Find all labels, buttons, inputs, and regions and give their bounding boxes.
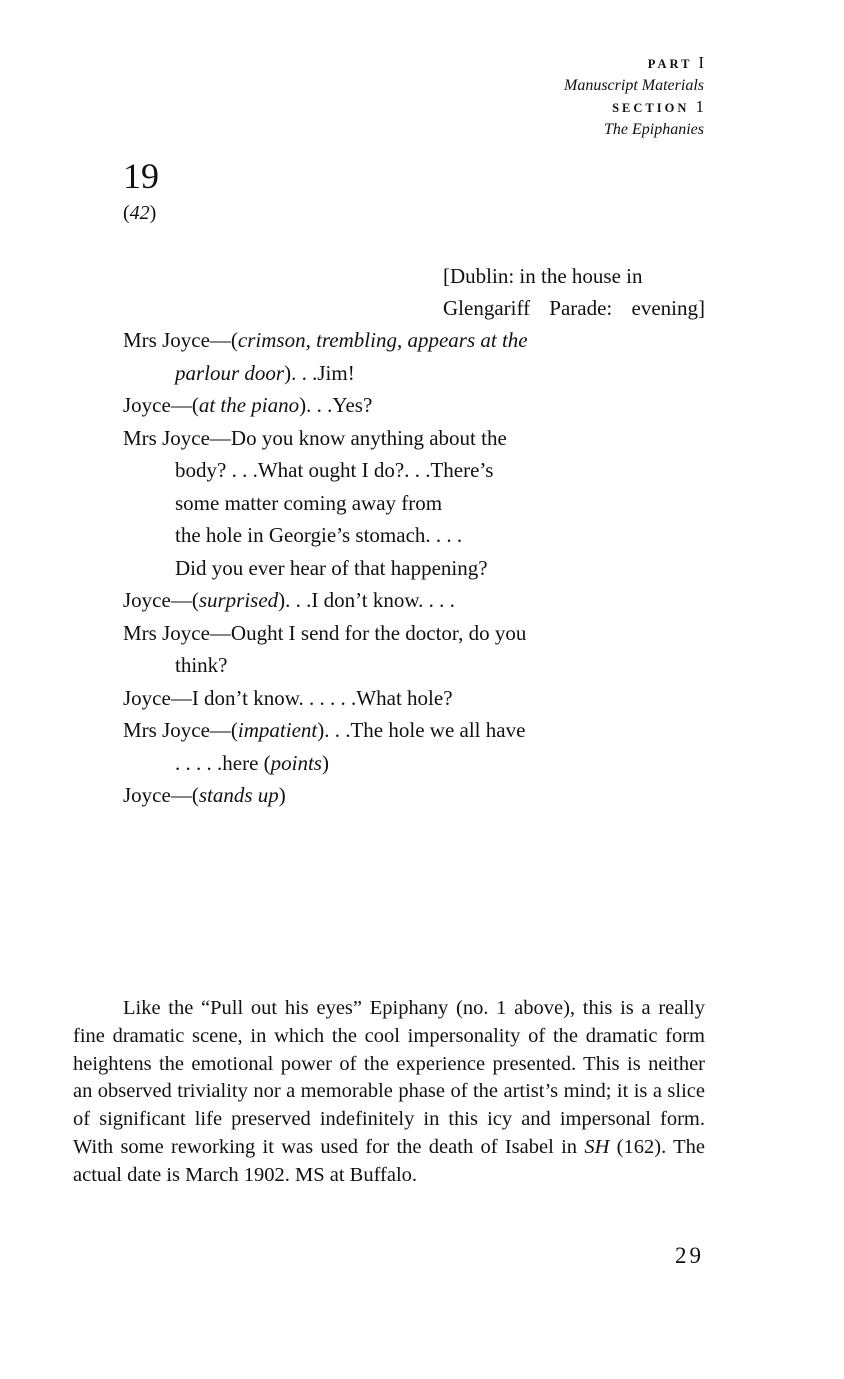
part-label: PART I (647, 53, 704, 72)
dialogue-line: Joyce—I don’t know. . . . . .What hole? (123, 685, 453, 710)
part-title: Manuscript Materials (564, 77, 704, 94)
dialogue-line: Mrs Joyce—(impatient). . .The hole we all have (123, 718, 526, 742)
dialogue-line: Mrs Joyce—Ought I send for the doctor, do you (123, 620, 527, 645)
dialogue-line: some matter coming away from (175, 490, 443, 515)
entry-number: 19 (123, 156, 159, 196)
dialogue (123, 324, 593, 812)
entry-alternate-number: (42) (123, 202, 157, 224)
running-head (564, 52, 704, 140)
setting-line-1: [Dublin: in the house in (443, 264, 643, 288)
dialogue-line: think? (175, 653, 228, 677)
dialogue-line: parlour door). . .Jim! (175, 360, 355, 385)
dialogue-line: Mrs Joyce—(crimson, trembling, appears at the (123, 328, 528, 352)
dialogue-line: Mrs Joyce—Do you know anything about the (123, 425, 507, 450)
dialogue-line: Joyce—(stands up) (123, 783, 286, 807)
scene-setting (443, 260, 705, 324)
dialogue-line: the hole in Georgie’s stomach. . . . (175, 523, 463, 547)
dialogue-line: body? . . .What ought I do?. . .There’s (175, 458, 494, 482)
dialogue-line: . . . . .here (points) (175, 750, 329, 775)
page-number: 29 (675, 1243, 704, 1268)
dialogue-line: Joyce—(surprised). . .I don’t know. . . . (123, 588, 455, 612)
dialogue-line: Did you ever hear of that happening? (175, 555, 488, 580)
dialogue-line: Joyce—(at the piano). . .Yes? (123, 393, 373, 417)
section-label: SECTION 1 (612, 97, 704, 116)
commentary-paragraph: Like the “Pull out his eyes” Epiphany (no. 1 above), this is a really fine dramatic scene, in which the cool impersonality of the dramatic form heightens the emotional power of the experience presented. This is neither an observed triviality nor a memorable phase of the artist’s mind; it is a slice of significant life preserved indefinitely in this icy and impersonal form. With some reworking it was used for the death of Isabel in SH (162). The actual date is March 1902. MS at Buffalo. (73, 997, 705, 1186)
setting-line-2: Glengariff Parade: evening] (443, 296, 705, 320)
section-title: The Epiphanies (604, 121, 704, 138)
